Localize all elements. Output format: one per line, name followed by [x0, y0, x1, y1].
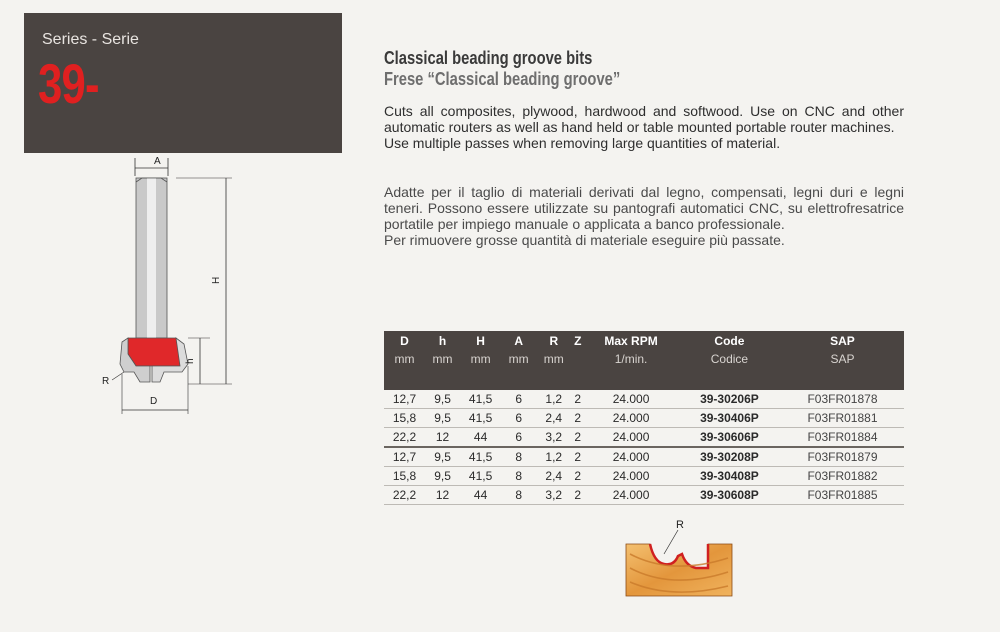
cell-sap: F03FR01878	[781, 390, 904, 409]
dimension-label-r: R	[102, 376, 110, 387]
table-header-row	[384, 331, 904, 350]
description-italian	[384, 184, 904, 248]
cell-a: 6	[501, 428, 536, 448]
cell-code: 39-30208P	[678, 447, 781, 467]
cell-h-total: 44	[460, 428, 501, 448]
cell-r: 3,2	[536, 428, 571, 448]
cell-rpm: 24.000	[584, 467, 678, 486]
cell-sap: F03FR01884	[781, 428, 904, 448]
cell-rpm: 24.000	[584, 447, 678, 467]
series-number: 39-	[38, 52, 99, 115]
cell-rpm: 24.000	[584, 486, 678, 505]
series-header	[24, 13, 342, 153]
cell-d: 12,7	[384, 390, 425, 409]
dimension-label-a: A	[154, 156, 161, 167]
cell-rpm: 24.000	[584, 409, 678, 428]
cell-code: 39-30406P	[678, 409, 781, 428]
column-header: Z	[574, 333, 582, 348]
column-header: D	[400, 333, 409, 348]
table-row	[384, 409, 904, 428]
cell-h-total: 41,5	[460, 409, 501, 428]
column-header: h	[438, 333, 447, 348]
title-italian: Frese “Classical beading groove”	[384, 69, 621, 89]
cell-r: 1,2	[536, 447, 571, 467]
column-unit: 1/min.	[614, 352, 648, 366]
cell-h-total: 41,5	[460, 390, 501, 409]
cell-sap: F03FR01881	[781, 409, 904, 428]
cell-r: 1,2	[536, 390, 571, 409]
description-it-line: Adatte per il taglio di materiali derivati dal legno, compensati, legni duri e legni teneri. Possono essere utilizzate su pantografi automatici CNC, su elettrofresatrice portatile per impiego manuale o applicata a banco professionale.	[384, 184, 904, 232]
table-row	[384, 428, 904, 448]
cell-sap: F03FR01885	[781, 486, 904, 505]
cell-d: 22,2	[384, 428, 425, 448]
cell-code: 39-30408P	[678, 467, 781, 486]
cell-sap: F03FR01879	[781, 447, 904, 467]
router-bit-diagram	[92, 150, 252, 418]
description-it-line: Per rimuovere grosse quantità di materiale eseguire più passate.	[384, 232, 785, 248]
column-header: Code	[714, 333, 745, 348]
cell-h: 9,5	[425, 447, 460, 467]
cell-h: 9,5	[425, 409, 460, 428]
column-unit: mm	[508, 352, 529, 366]
specification-table	[384, 331, 904, 505]
column-header: H	[476, 333, 485, 348]
dimension-label-h-total: H	[211, 276, 222, 284]
dimension-label-h-cut: h	[185, 358, 196, 364]
table-row	[384, 447, 904, 467]
cell-h: 9,5	[425, 467, 460, 486]
column-unit: mm	[394, 352, 415, 366]
table-row	[384, 467, 904, 486]
dimension-label-d: D	[150, 396, 158, 407]
cell-h-total: 41,5	[460, 447, 501, 467]
cell-d: 15,8	[384, 409, 425, 428]
description-en-line: Use multiple passes when removing large quantities of material.	[384, 135, 781, 151]
cutter-body	[128, 338, 180, 366]
column-unit: mm	[470, 352, 491, 366]
cell-code: 39-30206P	[678, 390, 781, 409]
table-row	[384, 390, 904, 409]
wood-profile-diagram	[612, 514, 752, 600]
shank-highlight	[147, 178, 156, 338]
cell-r: 3,2	[536, 486, 571, 505]
cell-d: 22,2	[384, 486, 425, 505]
cell-d: 12,7	[384, 447, 425, 467]
column-unit: SAP	[830, 352, 855, 366]
column-unit: mm	[432, 352, 453, 366]
column-header: SAP	[830, 333, 855, 348]
cell-h: 9,5	[425, 390, 460, 409]
column-unit	[571, 350, 584, 390]
title-english: Classical beading groove bits	[384, 48, 593, 68]
cell-code: 39-30608P	[678, 486, 781, 505]
cell-sap: F03FR01882	[781, 467, 904, 486]
specification-table-body	[384, 390, 904, 505]
series-label: Series - Serie	[42, 31, 139, 48]
cell-h: 12	[425, 428, 460, 448]
cell-h-total: 41,5	[460, 467, 501, 486]
column-unit: mm	[543, 352, 564, 366]
column-header: Max RPM	[604, 333, 658, 348]
cell-z: 2	[571, 390, 584, 409]
profile-label-r: R	[676, 519, 684, 531]
cell-h: 12	[425, 486, 460, 505]
table-units-row	[384, 350, 904, 390]
column-unit: Codice	[710, 352, 749, 366]
cell-z: 2	[571, 486, 584, 505]
cell-z: 2	[571, 467, 584, 486]
cell-a: 8	[501, 467, 536, 486]
cell-a: 6	[501, 409, 536, 428]
cell-h-total: 44	[460, 486, 501, 505]
cell-d: 15,8	[384, 467, 425, 486]
cell-r: 2,4	[536, 409, 571, 428]
cell-code: 39-30606P	[678, 428, 781, 448]
cell-rpm: 24.000	[584, 428, 678, 448]
cell-z: 2	[571, 447, 584, 467]
table-row	[384, 486, 904, 505]
column-header: R	[549, 333, 559, 348]
description-english	[384, 103, 904, 151]
cell-r: 2,4	[536, 467, 571, 486]
cell-rpm: 24.000	[584, 390, 678, 409]
cell-z: 2	[571, 428, 584, 448]
description-en-line: Cuts all composites, plywood, hardwood and softwood. Use on CNC and other automatic routers as well as hand held or table mounted portable router machines.	[384, 103, 904, 135]
column-header: A	[514, 333, 523, 348]
cell-a: 6	[501, 390, 536, 409]
cell-a: 8	[501, 447, 536, 467]
cell-z: 2	[571, 409, 584, 428]
cell-a: 8	[501, 486, 536, 505]
